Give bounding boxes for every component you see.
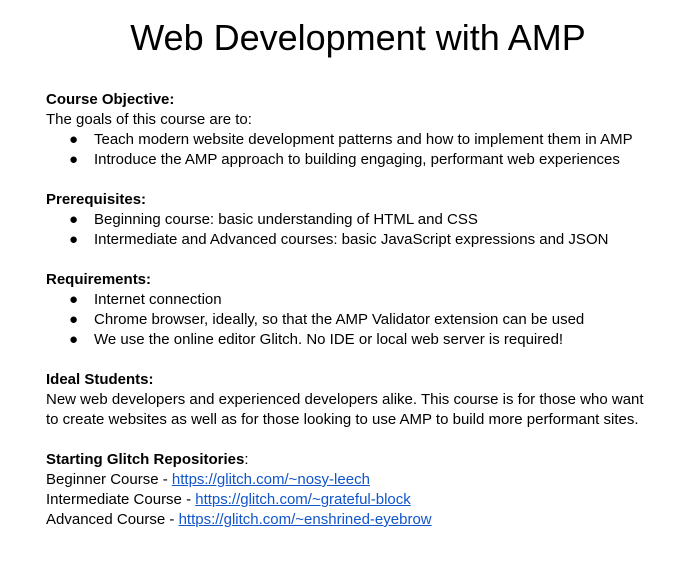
list-item-text: Internet connection [94,291,222,308]
bullet-icon: ● [69,311,79,328]
students-heading: Ideal Students: [46,371,154,388]
repo-line [46,510,666,530]
objective-heading: Course Objective: [46,91,175,108]
bullet-icon: ● [69,291,79,308]
repo-label: Beginner Course - [46,471,172,488]
repo-line [46,490,666,510]
spacer [46,170,666,190]
bullet-icon: ● [69,331,79,348]
prerequisites-heading: Prerequisites: [46,191,147,208]
repositories-heading-line [46,450,666,470]
list-item [46,210,666,230]
document-body [46,90,666,530]
repo-line [46,470,666,490]
document-title: Web Development with AMP [130,17,586,58]
repo-label: Intermediate Course - [46,491,196,508]
bullet-icon: ● [69,151,79,168]
list-item-text: Introduce the AMP approach to building engaging, performant web experiences [94,151,620,168]
list-item-text: Intermediate and Advanced courses: basic JavaScript expressions and JSON [94,231,609,248]
list-item [46,310,666,330]
spacer [46,350,666,370]
spacer [46,430,666,450]
requirements-heading: Requirements: [46,271,152,288]
spacer [46,250,666,270]
list-item [46,230,666,250]
repo-link-beginner[interactable]: https://glitch.com/~nosy-leech [171,471,370,488]
list-item-text: Teach modern website development patterns and how to implement them in AMP [94,131,633,148]
list-item [46,150,666,170]
objective-intro: The goals of this course are to: [46,111,252,128]
list-item-text: We use the online editor Glitch. No IDE or local web server is required! [94,331,564,348]
list-item-text: Beginning course: basic understanding of HTML and CSS [94,211,478,228]
repositories-heading-suffix: : [244,451,249,468]
list-item-text: Chrome browser, ideally, so that the AMP Validator extension can be used [94,311,585,328]
repo-link-intermediate[interactable]: https://glitch.com/~grateful-block [195,491,411,508]
list-item [46,130,666,150]
list-item [46,330,666,350]
bullet-icon: ● [69,131,79,148]
bullet-icon: ● [69,231,79,248]
repositories-heading: Starting Glitch Repositories [46,451,245,468]
bullet-icon: ● [69,211,79,228]
repo-link-advanced[interactable]: https://glitch.com/~enshrined-eyebrow [178,511,432,528]
list-item [46,290,666,310]
students-text: New web developers and experienced developers alike. This course is for those who want to create websites as well as for those looking to use AMP to build more performant sites. [46,391,644,428]
repo-label: Advanced Course - [46,511,179,528]
